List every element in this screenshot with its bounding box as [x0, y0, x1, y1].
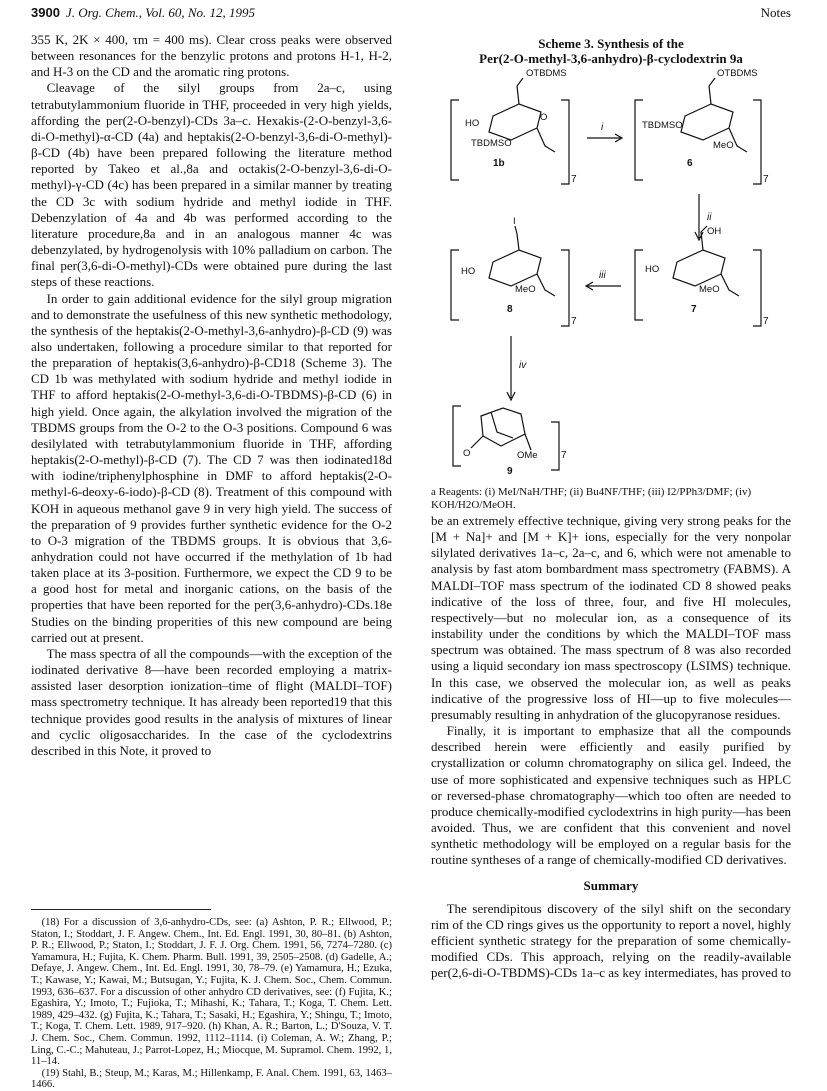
label-ho: HO	[645, 264, 660, 275]
ring	[489, 104, 541, 140]
repeat-count: 7	[763, 316, 769, 327]
section-name: Notes	[760, 5, 791, 20]
reaction-scheme	[431, 62, 791, 477]
scheme-title-line1: Scheme 3. Synthesis of the	[538, 36, 684, 51]
repeat-count: 7	[763, 174, 769, 185]
footnote-19: (19) Stahl, B.; Steup, M.; Karas, M.; Hillenkamp, F. Anal. Chem. 1991, 63, 1463–1466.	[31, 1067, 392, 1091]
bracket-left	[451, 250, 459, 320]
paragraph: The mass spectra of all the compounds—with the exception of the iodinated derivative 8—have been recorded employing a matrix-assisted laser desorption ionization–time of flight (MALDI–TOF) mass spectrometry technique. It has already been reported19 that this technique provides good results in the analysis of mixtures of linear and cyclic oligosaccharides. In the case of the cyclodextrins described in this Note, it proved to	[31, 645, 392, 758]
bracket-right	[551, 422, 559, 470]
running-header	[31, 5, 791, 23]
paragraph: Cleavage of the silyl groups from 2a–c, using tetrabutylammonium fluoride in THF, proceeded in very high yields, affording the per(2-O-benzyl)-CDs 3a–c. Hexakis-(2-O-benzyl-3,6-di-O-methyl)-α-CD (4a) and heptakis(2-O-benzyl-3,6-di-O-methyl)-β-CD (4b) have been prepared following the literature method reported by Takeo et al.,8a and octakis(2-O-benzyl-3,6-di-O-methyl)-γ-CD (4c) has been prepared in a similar manner by treating the CD 3c with sodium hydride and methyl iodide in THF. Debenzylation of 4a and 4b was performed according to the literature procedure,8a and in an analogous manner 4c was debenzylated, by hydrogenolysis with 10% palladium on carbon. The final per(3,6-di-O-methyl)-CDs were obtained pure during the last steps of these reactions.	[31, 80, 392, 290]
bracket-right	[753, 100, 761, 184]
step-label: ii	[707, 212, 712, 223]
compound-number: 9	[507, 466, 513, 477]
bond	[721, 274, 739, 296]
label-iodo: I	[513, 216, 516, 227]
arrow-step-iv	[507, 336, 527, 400]
bracket-right	[561, 250, 569, 326]
structure-9	[453, 406, 567, 477]
arrow-step-iii	[586, 270, 621, 290]
bracket-left	[635, 250, 643, 320]
footnote-rule	[31, 909, 211, 910]
label-meo: MeO	[699, 284, 720, 295]
paragraph: 355 K, 2K × 400, τm = 400 ms). Clear cross peaks were observed between resonances for the benzylic protons and protons H-1, H-2, and H-3 on the CD and the aromatic ring protons.	[31, 32, 392, 80]
bracket-left	[635, 100, 643, 180]
journal-citation: J. Org. Chem., Vol. 60, No. 12, 1995	[65, 5, 256, 20]
label-meo: MeO	[713, 140, 734, 151]
paragraph: be an extremely effective technique, giving very strong peaks for the [M + Na]+ and [M + K]+ ions, especially for the very nonpolar silylated derivatives 1a–c, 2a–c, and 6, which were not amenable to analysis by fast atom bombardment mass spectrometry (FABMS). A MALDI–TOF mass spectrum of the iodinated CD 8 showed peaks indicative of the loss of three, four, and five HI molecules, respectively—but no molecular ion, as a consequence of its instability under the conditions by which the MALDI–TOF mass spectrum was obtained. The mass spectrum of 8 was also recorded using a liquid secondary ion mass spectroscopy (LSIMS) technique. In this case, we observed the molecular ion, as well as peaks indicative of the progressive loss of HI—up to five molecules—presumably resulting in anhydration of the glucopyranose residues.	[431, 513, 791, 722]
bond	[525, 434, 531, 450]
label-meo: MeO	[515, 284, 536, 295]
bond	[537, 128, 555, 152]
label-ho: HO	[461, 266, 476, 277]
bracket-left	[453, 406, 461, 466]
paragraph: The serendipitous discovery of the silyl shift on the secondary rim of the CD rings gives us the opportunity to report a novel, highly efficient synthetic strategy for the preparation of some chemically-modified CDs. This approach, relying on the readily-available per(2,6-di-O-TBDMS)-CDs 1a–c as key intermediates, has proved to	[431, 900, 791, 981]
compound-number: 8	[507, 304, 513, 315]
scheme-title-line2: Per(2-O-methyl-3,6-anhydro)-β-cyclodextrin 9a	[479, 51, 743, 66]
repeat-count: 7	[571, 316, 577, 327]
label-tbdmso: TBDMSO	[642, 120, 683, 131]
bond	[515, 226, 519, 250]
left-column	[31, 32, 392, 759]
bond	[517, 78, 523, 104]
label-oh: OH	[707, 226, 722, 237]
label-o: O	[540, 112, 548, 123]
scheme-reagents-note: a Reagents: (i) MeI/NaH/THF; (ii) Bu4NF/THF; (iii) I2/PPh3/DMF; (iv) KOH/H2O/MeOH.	[431, 486, 752, 511]
bond	[471, 436, 483, 448]
repeat-count: 7	[571, 174, 577, 185]
structure-6	[635, 68, 769, 185]
ring	[673, 250, 725, 286]
section-heading: Summary	[583, 878, 639, 894]
repeat-count: 7	[561, 450, 567, 461]
arrow-step-i	[587, 122, 622, 142]
ring	[481, 408, 525, 446]
structure-8	[451, 216, 577, 327]
label-o: O	[463, 448, 471, 459]
label-otbdms: OTBDMS	[717, 68, 758, 79]
step-label: iv	[519, 360, 527, 371]
paragraph: Finally, it is important to emphasize that all the compounds described herein were efficiently and easily purified by crystallization or column chromatography on silica gel. Indeed, the use of more sophisticated and expensive techniques such as HPLC or reversed-phase chromatography—which too often are needed to produce chemically-modified cyclodextrins in high purity—has been avoided. Thus, we are confident that this convenient and novel synthetic methodology will be employed on a regular basis for the routine syntheses of a range of chemically-modified CD derivatives.	[431, 723, 791, 868]
structure-7	[635, 226, 769, 327]
ring	[489, 250, 541, 286]
right-column	[431, 513, 791, 981]
bracket-left	[451, 100, 459, 180]
bracket-right	[753, 250, 761, 326]
bond	[537, 274, 555, 296]
label-ome: OMe	[517, 450, 538, 461]
footnote-18: (18) For a discussion of 3,6-anhydro-CDs, see: (a) Ashton, P. R.; Ellwood, P.; Staton, I.; Stoddart, J. F. Angew. Chem., Int. Ed. Engl. 1991, 30, 80–81. (b) Ashton, P. R.; Ellwood, P.; Staton, I.; Stoddart, J. F. J. Org. Chem. 1991, 56, 7274–7280. (c) Yamamura, H.; Fujita, K. Chem. Pharm. Bull. 1991, 39, 2505–2508. (d) Gadelle, A.; Defaye, J. Angew. Chem., Int. Ed. Engl. 1991, 30, 78–79. (e) Yamamura, H.; Ezuka, T.; Kawase, Y.; Kawai, M.; Butsugan, Y.; Fujita, K. J. Chem. Soc., Chem. Commun. 1993, 636–637. For a discussion of other anhydro CD derivatives, see: (f) Fujita, K.; Egashira, Y.; Imoto, T.; Fujioka, T.; Mihashi, K.; Tahara, T.; Koga, T. Chem. Lett. 1989, 429–432. (g) Fujita, K.; Tahara, T.; Sasaki, H.; Egashira, Y.; Shingu, T.; Imoto, T.; Koga, T. Chem. Lett. 1989, 917–920. (h) Khan, A. R.; Barton, L.; D'Souza, V. T. J. Chem. Soc., Chem. Commun. 1992, 1112–1114. (i) Coleman, A. W.; Zhang, P.; Ling, C.-C.; Mahuteau, J.; Parrot-Lopez, H.; Miocque, M. Supramol. Chem. 1992, 1, 11–14.	[31, 917, 392, 1068]
footnotes	[31, 917, 392, 1091]
label-otbdms: OTBDMS	[526, 68, 567, 79]
step-label: i	[601, 122, 604, 133]
header-left	[31, 5, 255, 21]
label-ho: HO	[465, 118, 480, 129]
structure-1b	[451, 68, 577, 185]
compound-number: 7	[691, 304, 697, 315]
paragraph: In order to gain additional evidence for the silyl group migration and to demonstrate the usefulness of this new synthetic methodology, the synthesis of the heptakis(2-O-methyl-3,6-anhydro)-β-CD (9) was also undertaken, following a procedure similar to that reported for the preparation of heptakis(3,6-anhydro)-β-CD18 (Scheme 3). The CD 1b was methylated with sodium hydride and methyl iodide in THF to afford heptakis(2-O-methyl-3,6-di-O-TBDMS)-β-CD (6) in high yield. Once again, the alkylation involved the migration of the TBDMS groups from the O-2 to the O-3 positions. Compound 6 was desilylated with tetrabutylammonium fluoride in THF, affording heptakis(2-O-methyl)-β-CD (7). The CD 7 was then iodinated18d with iodine/triphenylphosphine in DMF to afford heptakis(2-O-methyl-6-deoxy-6-iodo)-β-CD (8). Treatment of this compound with KOH in aqueous methanol gave 9 in very high yield. The success of the preparation of 9 provides further synthetic evidence for the O-2 to O-3 migration of the TBDMS groups. It is obvious that 3,6-anhydration could not have occurred if the methylation of 1b had taken place at its 3-position. Furthermore, we expect the CD 9 to be a good host for metal and inorganic cations, on the basis of the properties that have been reported for the per(3,6-anhydro)-CDs.18e Studies on the binding properities of this new compound are being carried out at present.	[31, 290, 392, 645]
ring	[681, 104, 733, 140]
page-number: 3900	[31, 5, 60, 20]
step-label: iii	[599, 270, 606, 281]
anhydro-bridge	[491, 412, 513, 438]
label-tbdmso: TBDMSO	[471, 138, 512, 149]
compound-number: 6	[687, 158, 693, 169]
bond	[709, 78, 715, 104]
bracket-right	[561, 100, 569, 184]
compound-number: 1b	[493, 158, 505, 169]
